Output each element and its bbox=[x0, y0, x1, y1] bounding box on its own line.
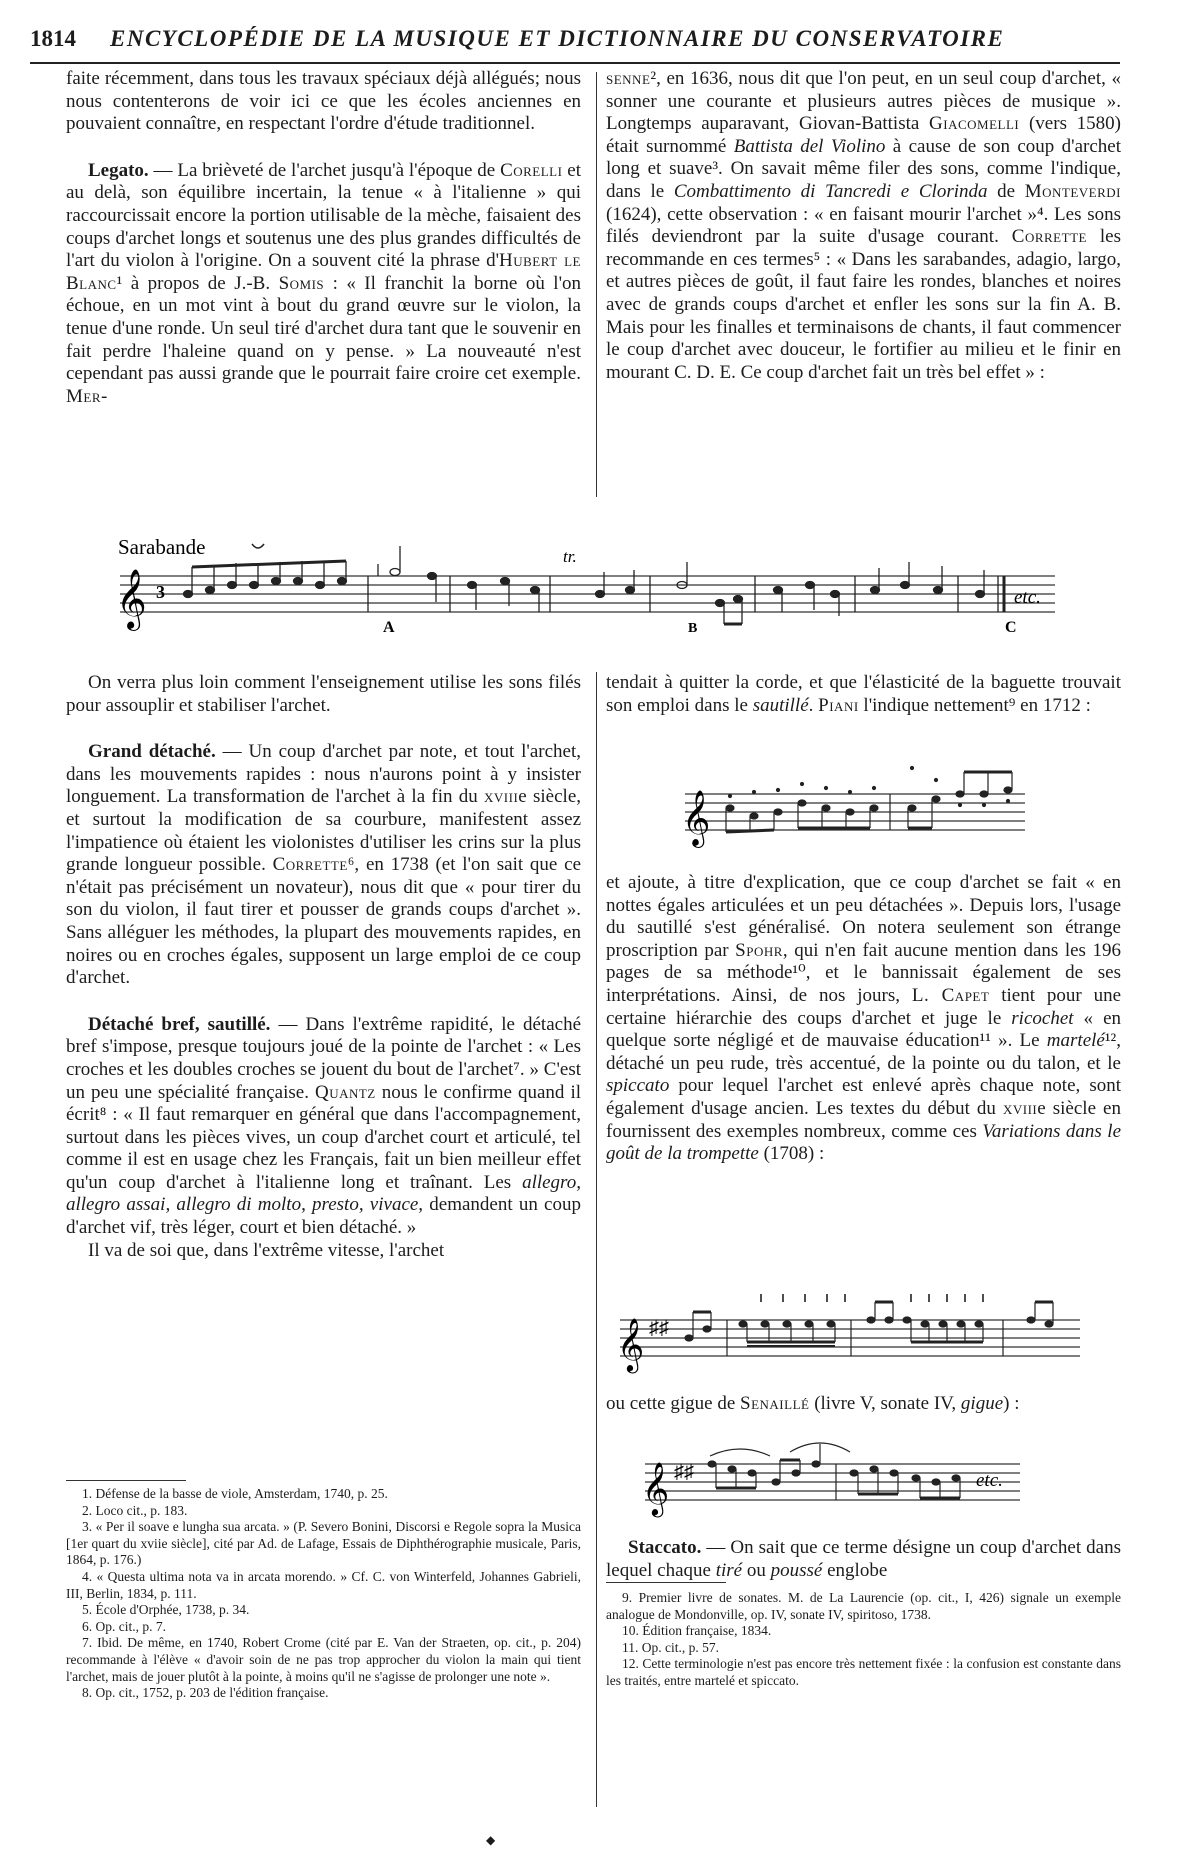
paragraph-detache-bref: Détaché bref, sautillé. — Dans l'extrême rapidité, le détaché bref s'impose, presque toujours joué de la pointe de l'archet : « Les croches et les doubles croches se jouent du bout de l'archet⁷. » C'est un peu une spécialité française. Quantz nous le confirme quand il écrit⁸ : « Il faut remarquer en général que dans l'accompagnement, surtout dans les pièces vives, un coup d'archet court et articulé, tel comme il est en usage chez les Français, fait un bien meilleur effet qu'un coup d'archet à l'italienne long et traînant. Les allegro, allegro assai, allegro di molto, presto, vivace, demandent un coup d'archet vif, très léger, court et bien détaché. » bbox=[66, 1013, 582, 1239]
footnote-5: 5. École d'Orphée, 1738, p. 34. bbox=[82, 1602, 250, 1618]
column-divider-lower bbox=[596, 672, 597, 1807]
footnote-12: 12. Cette terminologie n'est pas encore très nettement fixée : la confusion est constante dans les traités, entre martelé et spiccato. bbox=[606, 1656, 1121, 1688]
paragraph-extreme-vitesse: Il va de soi que, dans l'extrême vitesse, l'archet bbox=[88, 1239, 445, 1261]
sharp-icon: ♯♯ bbox=[674, 1461, 694, 1483]
footnote-7: 7. Ibid. De même, en 1740, Robert Crome (cité par E. Van der Straeten, op. cit., p. 204) recommande à l'élève « d'avoir soin de ne pas trop approcher du violon la main qui tient l'archet, mais de jouer plutôt à la pointe, à moins qu'il ne s'agisse de prolonger une note ». bbox=[66, 1635, 581, 1684]
right-column-staccato bbox=[606, 1537, 1121, 1582]
footnote-1: 1. Défense de la basse de viole, Amsterdam, 1740, p. 25. bbox=[82, 1486, 388, 1501]
right-column-lower-1 bbox=[606, 672, 1121, 717]
etc-mark: etc. bbox=[976, 1470, 1003, 1491]
page-number: 1814 bbox=[30, 26, 76, 51]
trill-mark: tr. bbox=[563, 547, 577, 566]
treble-clef-icon: 𝄞 bbox=[642, 1461, 670, 1515]
marker-a: A bbox=[383, 619, 395, 636]
right-column-lower-2 bbox=[606, 872, 1121, 1166]
footnote-4: 4. « Questa ultima nota va in arcata morendo. » Cf. C. von Winterfeld, Johannes Gabrieli, III, Berlin, 1834, p. 111. bbox=[66, 1568, 581, 1601]
footnote-6: 6. Op. cit., p. 7. bbox=[82, 1618, 166, 1634]
heading-staccato: Staccato. bbox=[628, 1537, 702, 1558]
paragraph-grand-detache: Grand détaché. — Un coup d'archet par note, et tout l'archet, dans les mouvements rapides : nous n'aurons point à y insister longuement. La transformation de l'archet à la fin du xviiie siècle, et surtout la modification de sa courbure, manifestent assez l'impatience où étaient les violonistes d'utiliser les crins sur la plus grande longueur possible. Corrette⁶, en 1738 (et l'on sait que ce n'était pas précisément un novateur), nous dit que « pour tirer du son du violon, il faut tirer et pousser de grands coups d'archet ». Sans alléguer les méthodes, la plupart des mouvements rapides, en noires ou en croches égales, supposent un large emploi de ce coup d'archet. bbox=[66, 741, 582, 989]
page-header bbox=[30, 22, 1120, 64]
column-divider-upper bbox=[596, 72, 597, 497]
ornament-icon: ◆ bbox=[486, 1833, 496, 1847]
marker-b: B bbox=[688, 621, 698, 636]
heading-legato: Legato. bbox=[88, 159, 149, 181]
footnotes-right bbox=[606, 1590, 1121, 1690]
etc-mark: etc. bbox=[1014, 587, 1041, 608]
gigue-example bbox=[640, 1440, 1080, 1520]
treble-clef-icon: 𝄞 bbox=[116, 569, 147, 629]
piani-example bbox=[680, 760, 1040, 860]
left-column-upper bbox=[66, 68, 581, 408]
left-column-lower bbox=[66, 672, 581, 1262]
footnote-3: 3. « Per il soave e lungha sua arcata. » (P. Severo Bonini, Discorsi e Regole sopra la Musica [1er quart du xviie siècle], cité par Ad. de Lafage, Essais de Diphthérographie musicale, Paris, 1864, p. 176.) bbox=[66, 1519, 581, 1568]
footnote-8: 8. Op. cit., 1752, p. 203 de l'édition française. bbox=[82, 1685, 329, 1701]
footnote-rule-right bbox=[606, 1582, 726, 1583]
paragraph-tendait: tendait à quitter la corde, et que l'élasticité de la baguette trouvait son emploi dans le sautillé. Piani l'indique nettement⁹ en 1712 : bbox=[606, 672, 1121, 716]
footnote-9: 9. Premier livre de sonates. M. de La Laurencie (op. cit., I, 426) signale un exemple analogue de Mondonville, op. IV, sonate IV, spiritoso, 1738. bbox=[606, 1590, 1121, 1622]
sarabande-example bbox=[110, 532, 1110, 642]
footnote-11: 11. Op. cit., p. 57. bbox=[622, 1639, 719, 1655]
paragraph-ajoute: et ajoute, à titre d'explication, que ce coup d'archet se fait « en nottes égales articulées et un peu détachées ». Depuis lors, l'usage du sautillé s'est généralisé. On notera seulement son étrange proscription par Spohr, qui n'en fait aucune mention dans les 196 pages de sa méthode¹⁰, et le bannissait également de ses interprétations. Ainsi, de nos jours, L. Capet tient pour une certaine hiérarchie des coups d'archet et juge le ricochet « en quelque sorte négligé et de mauvaise éducation¹¹ ». Le martelé¹², détaché un peu rude, très accentué, de la pointe ou du talon, et le spiccato pour lequel l'archet est enlevé après chaque note, sont également d'usage ancien. Les textes du début du xviiie siècle en fournissent des exemples nombreux, comme ces Variations dans le goût de la trompette (1708) : bbox=[606, 872, 1122, 1165]
footnote-10: 10. Édition française, 1834. bbox=[622, 1623, 772, 1639]
heading-grand-detache: Grand détaché. bbox=[88, 741, 216, 763]
footnote-2: 2. Loco cit., p. 183. bbox=[82, 1502, 188, 1518]
sarabande-title: Sarabande bbox=[118, 535, 206, 559]
paragraph-utilise: On verra plus loin comment l'enseignement utilise les sons filés pour assouplir et stabiliser l'archet. bbox=[66, 672, 581, 716]
right-column-gigue bbox=[606, 1393, 1121, 1416]
time-signature: 3 bbox=[156, 582, 165, 602]
paragraph-gigue: ou cette gigue de Senaillé (livre V, sonate IV, gigue) : bbox=[606, 1393, 1020, 1414]
sharp-icon: ♯♯ bbox=[649, 1317, 669, 1339]
paragraph-legato: Legato. — La brièveté de l'archet jusqu'à l'époque de Corelli et au delà, son équilibre incertain, la tenue « à l'italienne » qui raccourcissait encore la portion utilisable de la mèche, faisaient des coups d'archet longs et soutenus une des plus grandes difficultés de l'art du violon à l'origine. On a souvent cité la phrase d'Hubert le Blanc¹ à propos de J.-B. Somis : « Il franchit la borne où l'on échoue, en un mot vint à bout du grand œuvre sur le violon, la tenue d'une ronde. Un seul tiré d'archet dura tant que le souvenir en fait perdre l'haleine quand on y pense. » La nouveauté n'est cependant pas aussi grande que le pourrait faire croire cet exemple. Mer- bbox=[66, 159, 582, 407]
footnote-rule-left bbox=[66, 1480, 186, 1481]
marker-c: C bbox=[1005, 619, 1017, 636]
running-title: ENCYCLOPÉDIE DE LA MUSIQUE ET DICTIONNAIRE DU CONSERVATOIRE bbox=[110, 26, 1005, 51]
treble-clef-icon: 𝄞 bbox=[617, 1317, 645, 1371]
right-column-upper bbox=[606, 68, 1121, 384]
footnotes-left bbox=[66, 1486, 581, 1702]
trompette-example bbox=[615, 1290, 1085, 1380]
treble-clef-icon: 𝄞 bbox=[682, 790, 711, 846]
paragraph-intro: faite récemment, dans tous les travaux spéciaux déjà allégués; nous nous contenterons de voir ici ce que les écoles anciennes en pouvaient connaître, en respectant l'ordre d'étude traditionnel. bbox=[66, 68, 581, 135]
paragraph-staccato: Staccato. — On sait que ce terme désigne un coup d'archet dans lequel chaque tiré ou poussé englobe bbox=[606, 1537, 1121, 1581]
paragraph-mersenne: senne², en 1636, nous dit que l'on peut, en un seul coup d'archet, « sonner une courante et plusieurs autres pièces de musique ». Longtemps auparavant, Giovan-Battista Giacomelli (vers 1580) était surnommé Battista del Violino à cause de son coup d'archet long et suave³. On savait même filer des sons, comme l'indique, dans le Combattimento di Tancredi e Clorinda de Monteverdi (1624), cette observation : « en faisant mourir l'archet »⁴. Les sons filés deviendront par la suite d'usage courant. Corrette les recommande en ces termes⁵ : « Dans les sarabandes, adagio, largo, et autres pièces de goût, il faut faire les rondes, blanches et noires avec de grands coups d'archet et enfler les sons sur la fin A. B. Mais pour les finalles et terminaisons de chants, il faut commencer le coup d'archet avec douceur, le fortifier au milieu et le finir en mourant C. D. E. Ce coup d'archet fait un très bel effet » : bbox=[606, 68, 1122, 383]
heading-detache-bref: Détaché bref, sautillé. bbox=[88, 1013, 271, 1035]
